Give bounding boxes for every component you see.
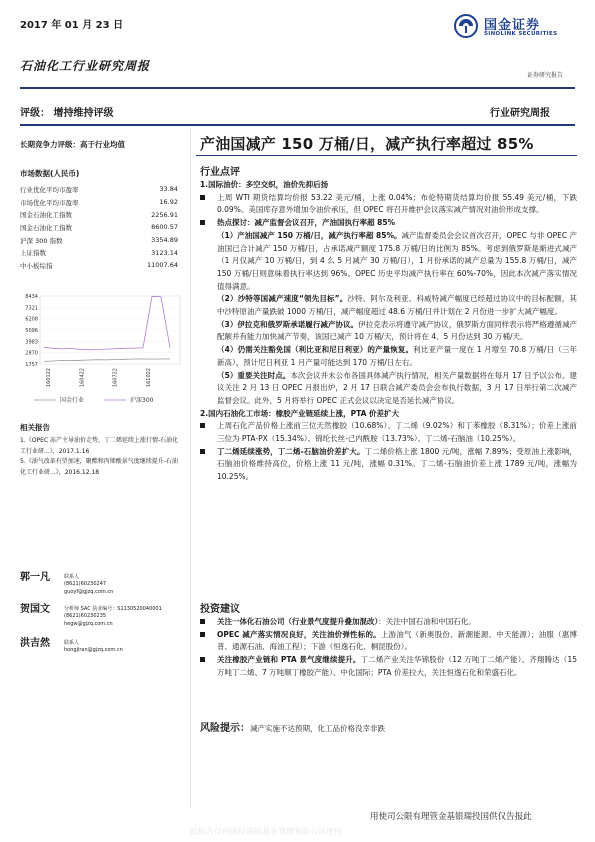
index-line-chart <box>14 288 184 408</box>
table-row <box>18 183 180 196</box>
analyst-card <box>20 606 182 636</box>
headline-divider <box>196 155 577 156</box>
risk-title: 风险提示： <box>200 723 250 734</box>
competitiveness-rating: 长期竞争力评级：高于行业均值 <box>20 140 125 149</box>
rating: 评级： 增持维持评级 <box>20 108 114 119</box>
analyst-phone: (8621)60230235 <box>64 613 107 620</box>
analyst-card <box>20 640 182 664</box>
y-tick-label: 3983 <box>25 339 38 346</box>
bullet-icon <box>200 619 205 624</box>
point-title: 关注一体化石油公司（行业景气度提升叠加混改） <box>217 617 379 626</box>
x-tick-label: 160422 <box>79 368 86 388</box>
x-tick-label: 160122 <box>46 368 52 388</box>
logo-text-cn: 国金证券 <box>484 18 541 33</box>
list-item <box>200 344 577 369</box>
point-text: 利比亚产量一度在 1 月增至 70.8 万桶/日（三年新高），预计尼日利亚 1 月产量可能达到 170 万桶/日左右。 <box>217 345 577 367</box>
analyst-name: 洪吉然 <box>20 638 50 649</box>
point-title: OPEC 减产落实情况良好，关注油价弹性标的。 <box>217 629 381 639</box>
row-label: 上证指数 <box>20 249 46 258</box>
point-title: 关注橡胶产业链和 PTA 景气度继续提升。 <box>217 655 361 665</box>
subsection-title: 2.国内石油化工市场：橡胶产业链延续上涨，PTA 价差扩大 <box>200 408 400 418</box>
paragraph: 上周石化产品价格上涨前三位天然橡胶（10.68%）、丁二烯（9.02%）和丁苯橡胶（8.31%）；价差上涨前三位为 PTA-PX（15.34%）、锦纶长丝-己内酰胺（13.73%）、丁二烯-石脑油（10.25%）。 <box>217 421 577 444</box>
legend-label: 国金行业 <box>60 397 85 404</box>
risk-warning <box>200 723 577 736</box>
point-text: 沙特、阿尔及利亚、科威特减产幅度已经超过协议中的目标配额，其中沙特原油产量跌破 1000 万桶/日，减产幅度超过 48.6 万桶/日并计划在 2 月份进一步扩大减产幅度。 <box>217 294 577 317</box>
table-row <box>18 259 180 272</box>
row-value: 16.92 <box>159 198 178 207</box>
paragraph-heading: 热点探讨：减产监督会议召开，产油国执行率超 85% <box>217 218 396 228</box>
list-item <box>200 230 577 294</box>
report-label: 行业研究周报 <box>490 108 550 119</box>
analyst-email[interactable]: hongjiran@gjzq.com.cn <box>64 647 123 654</box>
related-reports-title: 相关报告 <box>20 423 50 432</box>
point-text: 丁二烯价格上涨 1800 元/吨，涨幅 7.89%；受原油上涨影响，石脑油价格维持高位，价格上涨 11 元/吨，涨幅 0.31%。丁二烯-石脑油价差上涨 1789 元/吨，涨幅为 10.25%。 <box>217 446 577 482</box>
list-item <box>200 192 577 217</box>
y-tick-label: 2870 <box>25 350 38 357</box>
point-title: （3）伊拉克和俄罗斯承诺履行减产协议。 <box>217 319 359 329</box>
row-value: 2256.91 <box>151 210 178 219</box>
bullet-icon <box>200 195 205 200</box>
analyst-name: 郭一凡 <box>20 572 50 583</box>
investment-advice <box>200 616 577 680</box>
analyst-card <box>20 574 182 604</box>
point-text: 本次会议并未公布各国具体减产执行情况，相关产量数据将在每月 17 日予以公布。建议关注 2 月 13 日 OPEC 月报出炉，2 月 17 日联合减产委员会会布执行数据，3 月 17 日举行第二次减产监督会议。此外，5 月将举行 OPEC 正式会议以决定是否延长减产协议。 <box>217 370 578 405</box>
bullet-icon <box>200 632 205 637</box>
logo-mark-icon <box>454 14 478 38</box>
row-label: 市场优化平均市盈率 <box>20 198 79 207</box>
list-item <box>200 420 577 445</box>
related-report-item[interactable]: 5.《油气改革有望加速，聚酯和丙烯酸景气度继续提升-石油化工行业研...》，2016.12.18 <box>20 458 178 476</box>
subsection-title: 1.国际油价：多空交织，油价先抑后扬 <box>200 180 329 189</box>
point-title: （1）产油国减产 150 万桶/日，减产执行率超 85%。 <box>217 230 402 240</box>
point-text: ：关注中国石油和中国石化。 <box>378 617 476 626</box>
row-value: 3354.89 <box>151 236 178 245</box>
y-tick-label: 1757 <box>25 362 38 368</box>
legend-label: 沪深300 <box>130 397 154 404</box>
logo-subtitle: 证券研究报告 <box>527 72 564 79</box>
row-value: 33.84 <box>159 185 178 194</box>
section-title: 投资建议 <box>200 604 240 615</box>
series-line <box>44 359 170 362</box>
analyst-email[interactable]: hegw@gjzq.com.cn <box>64 620 113 627</box>
report-type: 石油化工行业研究周报 <box>20 59 151 73</box>
bullet-icon <box>200 220 205 225</box>
point-title: （2）沙特等国减产速度“领先目标”。 <box>217 294 348 304</box>
row-value: 8600.57 <box>151 223 178 232</box>
list-item <box>200 629 577 654</box>
list-item <box>200 293 577 318</box>
point-text: 上游油气（新奥股份、新潮能源、中天能源）；油服（惠博普、通源石油、海油工程）；下游（恒逸石化、桐昆股份）。 <box>217 629 577 652</box>
list-item <box>200 370 577 408</box>
column-divider <box>190 128 191 808</box>
x-tick-label: 160722 <box>112 368 119 388</box>
row-label: 国金石油化工指数 <box>20 211 72 220</box>
point-text: 丁二烯产业关注华锦股份（12 万吨丁二烯产能）、齐翔腾达（15 万吨丁二烯、7 万吨顺丁橡胶产能）、中化国际；PTA 价差拉大，关注恒逸石化和荣盛石化。 <box>217 655 577 677</box>
analyst-name: 贺国文 <box>20 604 50 615</box>
market-data-table <box>18 183 180 272</box>
list-item <box>200 319 577 344</box>
point-title: （4）仍需关注豁免国（利比亚和尼日利亚）的产量恢复。 <box>217 345 414 355</box>
row-value: 3123.14 <box>151 248 178 257</box>
list-item <box>200 217 577 230</box>
row-label: 行业优化平均市盈率 <box>20 185 79 194</box>
related-report-item[interactable]: 1.《OPEC 冻产主导油价走势，丁二烯延续上涨行情-石油化工行业研...》，2017.1.16 <box>20 437 179 455</box>
industry-commentary <box>200 179 577 484</box>
header-divider <box>20 87 575 89</box>
series-line <box>44 296 170 350</box>
list-item <box>200 446 577 484</box>
row-label: 沪深 300 指数 <box>20 236 63 245</box>
bullet-icon <box>200 657 205 662</box>
table-row <box>18 208 180 221</box>
company-logo <box>454 14 579 54</box>
point-title: （5）重要关注时点。 <box>217 370 291 380</box>
risk-text: 减产实施不达预期，化工品价格没幸非跌 <box>250 724 385 733</box>
paragraph: 上周 WTI 期货结算均价报 53.22 美元/桶，上涨 0.04%；布伦特期货结算均价报 55.49 美元/桶，下跌 0.09%。美国库存意外增加令油价承压，但 OPEC 将召开维护会议落实减产情况对油价形成支撑。 <box>217 192 577 215</box>
analyst-phone: (8621)60230247 <box>64 581 107 588</box>
table-row <box>18 234 180 247</box>
logo-text-en: SINOLINK SECURITIES <box>484 31 558 37</box>
bullet-icon <box>200 449 205 454</box>
footer-disclaimer: 用使司公限有理管金基银瑞投国供仅告报此 <box>370 812 532 822</box>
row-value: 11007.64 <box>146 261 178 270</box>
section-title: 行业点评 <box>200 167 240 178</box>
point-title: 丁二烯延续涨势，丁二烯-石脑油价差扩大。 <box>217 446 365 456</box>
table-row <box>18 196 180 209</box>
analyst-role: 联系人 <box>64 574 80 580</box>
point-text: 减产监督委员会会议首次召开，OPEC 与非 OPEC 产油国已合计减产 150 万桶/日，占承诺减产额度 175.8 万桶/日的比例为 85%。考虑到俄罗斯是渐进式减产（1 月仅减产 10 万桶/日，到 4 么 5 月减产 30 万桶/日），1 月份承诺的减产总量为 155.8 万桶/日，减产 150 万桶/日则意味着执行率达到 96%。OPEC 历史平均减产执行率在 60%-70%，因此本次减产落实情况值得满意。 <box>217 230 577 291</box>
y-tick-label: 8434 <box>25 294 38 300</box>
header-divider-2 <box>20 124 575 126</box>
list-item <box>200 616 577 629</box>
list-item <box>200 654 577 679</box>
point-text: 伊拉克表示将遵守减产协议，俄罗斯方面同样表示将严格遵循减产配额并有能力加快减产节奏，该国已减产 10 万桶/天，预计将在 4、5 月份达到 30 万桶/天。 <box>217 319 577 342</box>
analyst-email[interactable]: guoyf@gjzq.com.cn <box>64 588 114 595</box>
headline: 产油国减产 150 万桶/日，减产执行率超过 85% <box>200 135 534 153</box>
row-label: 中小板综指 <box>20 261 53 270</box>
y-tick-label: 5096 <box>25 328 38 334</box>
related-reports-list <box>20 436 182 478</box>
watermark: 此报告仅供国投瑞银基金管理有限公司使用 <box>190 827 342 836</box>
row-label: 国金石油化工指数 <box>20 223 72 232</box>
report-date: 2017 年 01 月 23 日 <box>20 20 124 31</box>
analyst-role: 联系人 <box>64 640 80 646</box>
bullet-icon <box>200 423 205 428</box>
table-row <box>18 221 180 234</box>
x-tick-label: 161022 <box>146 368 152 388</box>
y-tick-label: 7321 <box>25 305 38 312</box>
market-data-title: 市场数据(人民币) <box>20 169 80 178</box>
table-row <box>18 246 180 259</box>
y-tick-label: 6208 <box>25 316 38 323</box>
analyst-role: 分析师 SAC 执业编号：S1130520040001 <box>64 606 162 612</box>
